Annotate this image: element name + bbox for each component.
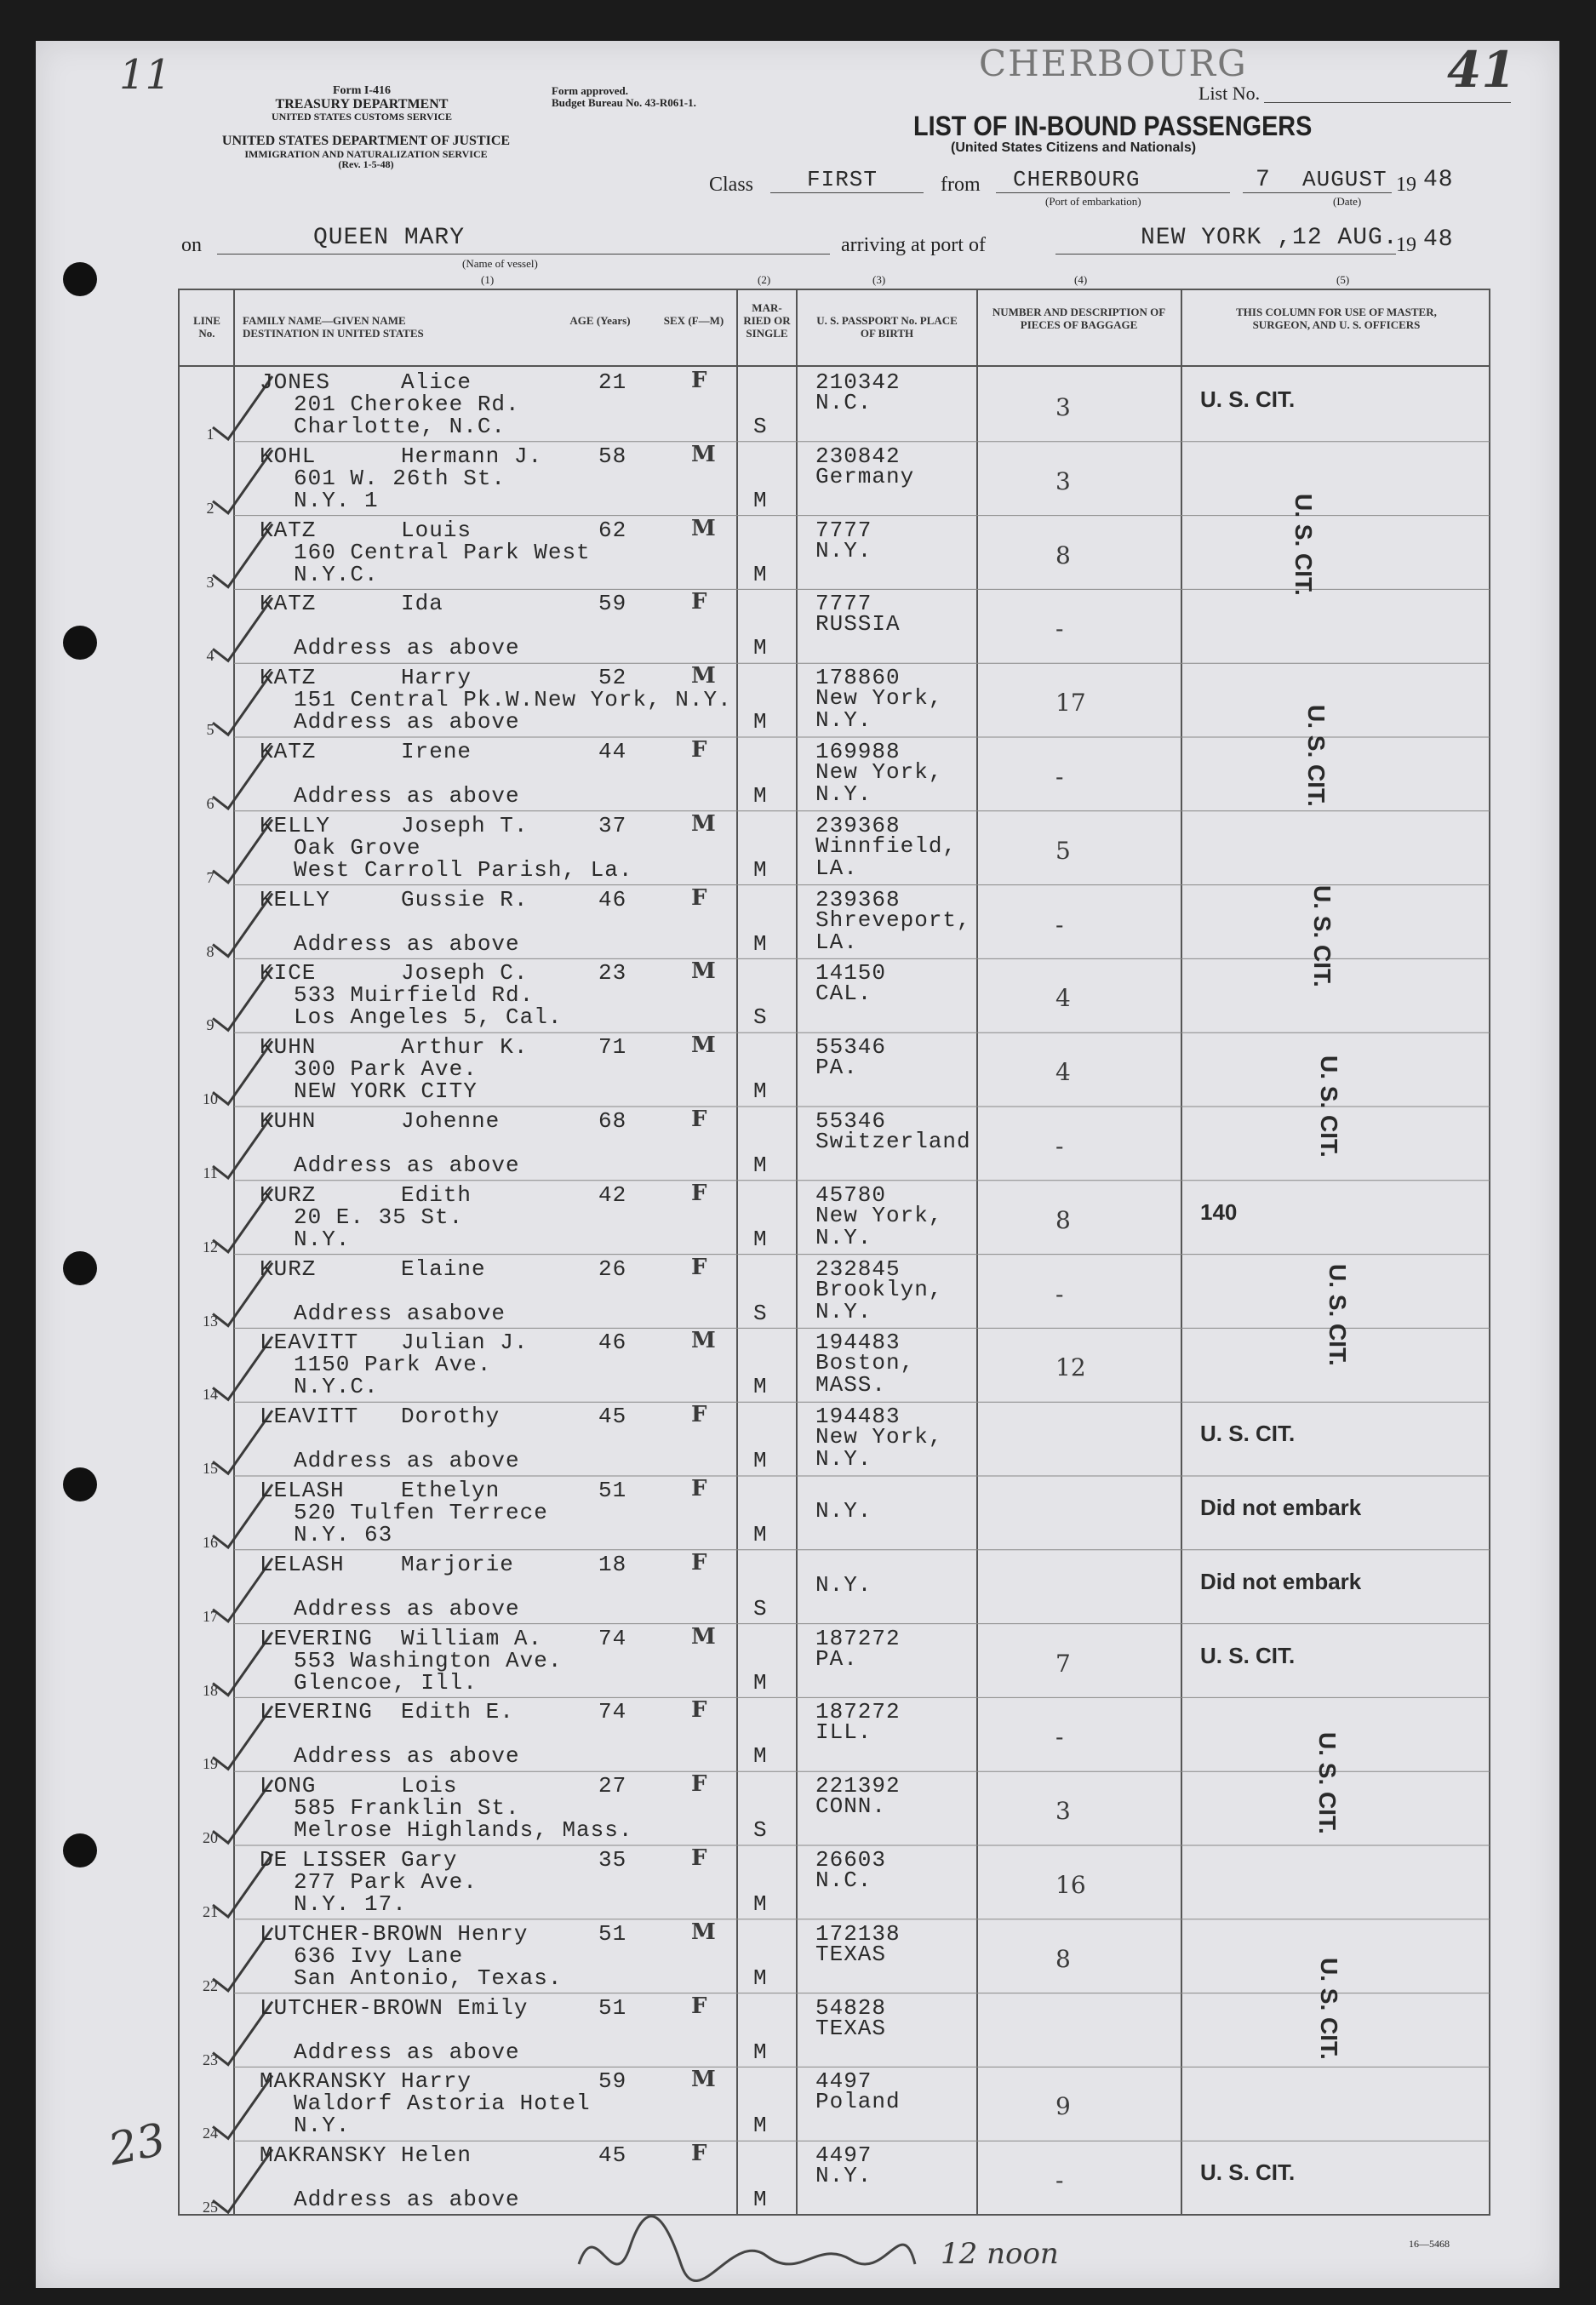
passenger-sex: F: [691, 1254, 707, 1280]
passenger-address-1: Waldorf Astoria Hotel: [294, 2091, 591, 2117]
port-of-embarkation-label: (Port of embarkation): [1045, 195, 1141, 208]
baggage-count: 12: [1055, 1353, 1086, 1382]
place-of-birth: N.Y.: [815, 2163, 872, 2189]
list-no-label: List No.: [1198, 83, 1261, 104]
citizen-stamp: U. S. CIT.: [1309, 885, 1336, 987]
main-title: LIST OF IN-BOUND PASSENGERS: [913, 111, 1313, 141]
col-header-married: MAR-RIED OR SINGLE: [743, 301, 791, 340]
baggage-count: -: [1055, 763, 1064, 791]
marital-status: M: [753, 1448, 768, 1474]
passenger-address-2: Address as above: [294, 2187, 520, 2213]
passport-number: 7777: [815, 591, 872, 617]
passenger-age: 46: [598, 1330, 627, 1356]
line-number: 1: [206, 426, 215, 443]
passport-number: 172138: [815, 1920, 901, 1947]
citizen-stamp: U. S. CIT.: [1316, 1958, 1342, 2060]
passenger-sex: F: [691, 1476, 707, 1501]
baggage-count: 3: [1055, 1797, 1071, 1826]
corner-number-right: 41: [1447, 41, 1516, 99]
passenger-age: 74: [598, 1699, 627, 1725]
place-of-birth: N.C.: [815, 1867, 872, 1893]
form-approved: Form approved.: [552, 84, 629, 97]
arriving-label: arriving at port of: [841, 234, 986, 256]
passenger-name: LONG Lois: [260, 1773, 458, 1799]
rev-label: (Rev. 1-5-48): [338, 158, 394, 171]
passport-number: 239368: [815, 812, 901, 838]
passenger-age: 59: [598, 2068, 627, 2095]
marital-status: M: [753, 1374, 768, 1400]
passenger-address-2: NEW YORK CITY: [294, 1078, 478, 1105]
passenger-address-2: Glencoe, Ill.: [294, 1669, 478, 1696]
col-label-5: (5): [1336, 273, 1350, 286]
marital-status: M: [753, 487, 768, 513]
baggage-count: -: [1055, 2166, 1064, 2195]
marital-status: S: [753, 414, 768, 439]
passenger-name: LEVERING Edith E.: [260, 1699, 514, 1725]
passenger-name: LEAVITT Julian J.: [260, 1330, 529, 1356]
passenger-name: KATZ Louis: [260, 517, 472, 543]
passenger-name: KATZ Harry: [260, 665, 472, 691]
passenger-age: 46: [598, 886, 627, 912]
passenger-address-1: Oak Grove: [294, 834, 421, 861]
line-number: 10: [203, 1090, 218, 1108]
officer-note: U. S. CIT.: [1200, 386, 1296, 412]
citizen-stamp: U. S. CIT.: [1303, 705, 1330, 807]
line-number: 7: [206, 868, 215, 886]
col-header-baggage: NUMBER AND DESCRIPTION OF PIECES OF BAGGAGE: [992, 306, 1166, 331]
passenger-address-2: N.Y. 63: [294, 1522, 393, 1547]
from-value: CHERBOURG: [1013, 167, 1141, 192]
line-number: 12: [203, 1238, 218, 1255]
line-number: 22: [203, 1976, 218, 1994]
place-of-birth: ILL.: [815, 1719, 872, 1746]
line-number: 13: [203, 1312, 218, 1330]
passenger-name: KATZ Ida: [260, 591, 443, 617]
marital-status: M: [753, 930, 768, 957]
passenger-age: 68: [598, 1108, 627, 1134]
marital-status: M: [753, 856, 768, 883]
form-number: Form I-416: [332, 84, 392, 97]
col-header-age: AGE (Years): [569, 314, 631, 327]
passenger-address-2: Address as above: [294, 1152, 520, 1178]
line-number: 14: [203, 1386, 218, 1404]
passenger-name: KURZ Elaine: [260, 1255, 486, 1282]
signature-time-note: 12 noon: [941, 2237, 1059, 2271]
passenger-name: KUHN Arthur K.: [260, 1034, 529, 1061]
officer-note: U. S. CIT.: [1200, 1421, 1296, 1447]
passenger-age: 18: [598, 1551, 627, 1577]
passenger-address-2: N.Y.: [294, 1226, 351, 1252]
port-handwritten: CHERBOURG: [979, 43, 1248, 84]
baggage-count: 8: [1055, 1205, 1071, 1234]
passenger-address-2: West Carroll Parish, La.: [294, 856, 633, 883]
baggage-count: 16: [1055, 1871, 1086, 1899]
passenger-sex: F: [691, 737, 707, 763]
passport-number: 169988: [815, 739, 901, 764]
passenger-name: LEAVITT Dorothy: [260, 1404, 501, 1430]
passport-number: 26603: [815, 1847, 887, 1873]
passenger-address-2: Address as above: [294, 930, 520, 957]
passenger-address-1: 300 Park Ave.: [294, 1056, 478, 1083]
place-of-birth: Shreveport, LA.: [815, 907, 971, 955]
passport-number: 4497: [815, 2142, 872, 2169]
place-of-birth: Poland: [815, 2089, 901, 2115]
place-of-birth: TEXAS: [815, 1941, 887, 1967]
line-number: 21: [203, 1903, 218, 1920]
line-number: 24: [203, 2125, 218, 2142]
marital-status: M: [753, 561, 768, 587]
baggage-count: 7: [1055, 1649, 1071, 1678]
passport-number: 194483: [815, 1404, 901, 1430]
baggage-count: -: [1055, 910, 1064, 939]
passenger-age: 21: [598, 369, 627, 395]
passport-number: 221392: [815, 1773, 901, 1799]
baggage-count: 8: [1055, 541, 1071, 569]
place-of-birth: CONN.: [815, 1793, 887, 1820]
baggage-count: 9: [1055, 2092, 1071, 2121]
col-header-family-name-text: FAMILY NAME—GIVEN NAME: [243, 314, 406, 327]
passenger-address-1: 160 Central Park West: [294, 539, 591, 565]
col-header-officers: THIS COLUMN FOR USE OF MASTER, SURGEON, AND U. S. OFFICERS: [1236, 306, 1437, 331]
line-number: 15: [203, 1460, 218, 1478]
treasury-label: TREASURY DEPARTMENT: [275, 96, 449, 112]
place-of-birth: Germany: [815, 463, 915, 489]
passenger-age: 51: [598, 1994, 627, 2021]
passport-number: 230842: [815, 443, 901, 469]
place-of-birth: N.Y.: [815, 1498, 872, 1524]
passenger-address-1: 553 Washington Ave.: [294, 1647, 563, 1673]
citizen-stamp: U. S. CIT.: [1314, 1732, 1341, 1834]
passenger-sex: M: [691, 2067, 716, 2093]
marital-status: M: [753, 2187, 768, 2213]
line-number: 4: [206, 647, 215, 665]
line-number: 23: [203, 2050, 218, 2068]
passenger-name: LUTCHER-BROWN Henry: [260, 1920, 529, 1947]
passport-number: 239368: [815, 886, 901, 912]
passenger-address-2: N.Y.: [294, 2113, 351, 2139]
marital-status: M: [753, 2039, 768, 2065]
baggage-count: 3: [1055, 466, 1071, 495]
officer-note: 140: [1200, 1198, 1238, 1225]
baggage-count: 8: [1055, 1944, 1071, 1973]
on-label: on: [181, 234, 202, 256]
corner-number-left: 11: [119, 51, 172, 99]
place-of-birth: New York, N.Y.: [815, 759, 943, 807]
vessel-name: QUEEN MARY: [313, 225, 466, 251]
baggage-count: 4: [1055, 1058, 1071, 1087]
marital-status: M: [753, 1152, 768, 1178]
col-header-destination: DESTINATION IN UNITED STATES: [243, 326, 424, 340]
passenger-age: 45: [598, 2142, 627, 2169]
margin-number: 23: [104, 2113, 170, 2176]
passport-number: 54828: [815, 1994, 887, 2021]
passport-number: 7777: [815, 517, 872, 543]
passenger-address-1: 20 E. 35 St.: [294, 1204, 464, 1230]
date-month: AUGUST: [1302, 167, 1387, 192]
line-number: 5: [206, 721, 215, 739]
passenger-sex: F: [691, 884, 707, 911]
passenger-address-2: N.Y.C.: [294, 561, 379, 587]
marital-status: M: [753, 1743, 768, 1770]
passenger-sex: F: [691, 1845, 707, 1871]
date-day: 7: [1256, 167, 1271, 193]
citizen-stamp: U. S. CIT.: [1290, 494, 1317, 596]
passenger-sex: F: [691, 1771, 707, 1798]
passenger-sex: F: [691, 2141, 707, 2167]
passport-number: 55346: [815, 1034, 887, 1061]
baggage-count: 17: [1055, 689, 1086, 718]
passenger-sex: M: [691, 1623, 716, 1650]
passenger-address-2: N.Y.C.: [294, 1374, 379, 1400]
class-label: Class: [709, 174, 754, 196]
vessel-label: (Name of vessel): [462, 257, 538, 270]
baggage-count: 4: [1055, 984, 1071, 1013]
place-of-birth: Switzerland: [815, 1129, 971, 1154]
place-of-birth: PA.: [815, 1645, 858, 1672]
place-of-birth: New York, N.Y.: [815, 1202, 943, 1250]
col-header-line-no: LINE No.: [193, 314, 220, 340]
marital-status: S: [753, 1595, 768, 1622]
passenger-address-2: Address as above: [294, 2039, 520, 2065]
passenger-age: 45: [598, 1404, 627, 1430]
passenger-age: 37: [598, 812, 627, 838]
passenger-sex: M: [691, 515, 716, 541]
citizen-stamp: U. S. CIT.: [1316, 1055, 1342, 1158]
passenger-sex: F: [691, 1180, 707, 1206]
col-header-passport: U. S. PASSPORT No. PLACE OF BIRTH: [816, 314, 958, 340]
passport-number: 178860: [815, 665, 901, 691]
col-label-3: (3): [872, 273, 886, 286]
baggage-count: -: [1055, 1132, 1064, 1160]
passenger-address-2: Address as above: [294, 1595, 520, 1622]
passenger-age: 51: [598, 1478, 627, 1503]
immigration-label: IMMIGRATION AND NATURALIZATION SERVICE: [244, 147, 488, 160]
line-number: 17: [203, 1607, 218, 1625]
passenger-sex: M: [691, 663, 716, 689]
passenger-sex: F: [691, 1549, 707, 1576]
passenger-sex: M: [691, 958, 716, 985]
marital-status: M: [753, 783, 768, 809]
passenger-address-2: San Antonio, Texas.: [294, 1965, 563, 1991]
passenger-sex: F: [691, 1107, 707, 1132]
place-of-birth: PA.: [815, 1055, 858, 1081]
line-number: 25: [203, 2199, 218, 2216]
marital-status: M: [753, 1965, 768, 1991]
passenger-address-2: N.Y. 17.: [294, 1891, 407, 1917]
marital-status: M: [753, 1891, 768, 1917]
passport-number: 45780: [815, 1181, 887, 1208]
passenger-address-1: 277 Park Ave.: [294, 1869, 478, 1895]
passenger-sex: F: [691, 1993, 707, 2019]
date-year-prefix: 19: [1396, 174, 1416, 196]
marital-status: M: [753, 1669, 768, 1696]
line-number: 8: [206, 942, 215, 960]
place-of-birth: RUSSIA: [815, 611, 901, 638]
subtitle: (United States Citizens and Nationals): [951, 140, 1197, 155]
passenger-name: KATZ Irene: [260, 739, 472, 764]
passenger-address-1: 636 Ivy Lane: [294, 1942, 464, 1969]
passenger-sex: F: [691, 589, 707, 615]
passport-number: 232845: [815, 1255, 901, 1282]
passenger-age: 59: [598, 591, 627, 617]
place-of-birth: N.C.: [815, 390, 872, 415]
line-number: 20: [203, 1829, 218, 1847]
col-label-2: (2): [758, 273, 771, 286]
passport-number: 194483: [815, 1330, 901, 1356]
passenger-name: KELLY Joseph T.: [260, 812, 529, 838]
marital-status: S: [753, 1300, 768, 1326]
passenger-age: 23: [598, 960, 627, 987]
arrival-port: NEW YORK ,12 AUG.: [1141, 225, 1399, 251]
officer-note: U. S. CIT.: [1200, 2159, 1296, 2186]
passenger-address-2: Los Angeles 5, Cal.: [294, 1004, 563, 1031]
passenger-name: LUTCHER-BROWN Emily: [260, 1994, 529, 2021]
officer-note: Did not embark: [1200, 1495, 1362, 1520]
arrival-year: 48: [1423, 226, 1454, 253]
passenger-address-2: Address as above: [294, 783, 520, 809]
passenger-age: 42: [598, 1181, 627, 1208]
baggage-count: 3: [1055, 393, 1071, 421]
line-number: 6: [206, 795, 215, 812]
place-of-birth: New York, N.Y.: [815, 1424, 943, 1473]
marital-status: M: [753, 1522, 768, 1547]
from-label: from: [941, 174, 981, 196]
passenger-name: KICE Joseph C.: [260, 960, 529, 987]
passenger-address-1: 533 Muirfield Rd.: [294, 982, 535, 1009]
passenger-sex: F: [691, 1697, 707, 1724]
passenger-age: 71: [598, 1034, 627, 1061]
officer-note: Did not embark: [1200, 1568, 1362, 1594]
place-of-birth: New York, N.Y.: [815, 685, 943, 734]
passenger-age: 58: [598, 443, 627, 469]
passenger-name: KURZ Edith: [260, 1181, 472, 1208]
arrival-year-prefix: 19: [1396, 234, 1416, 256]
passenger-age: 27: [598, 1773, 627, 1799]
baggage-count: -: [1055, 615, 1064, 643]
passenger-name: MAKRANSKY Helen: [260, 2142, 472, 2169]
marital-status: M: [753, 2113, 768, 2139]
passenger-address-1: 201 Cherokee Rd.: [294, 392, 520, 417]
passenger-address-2: Melrose Highlands, Mass.: [294, 1817, 633, 1844]
passenger-age: 52: [598, 665, 627, 691]
place-of-birth: CAL.: [815, 981, 872, 1007]
place-of-birth: Boston, MASS.: [815, 1350, 915, 1398]
marital-status: S: [753, 1004, 768, 1031]
passenger-name: DE LISSER Gary: [260, 1847, 458, 1873]
passenger-address-1: 1150 Park Ave.: [294, 1352, 492, 1378]
baggage-count: 5: [1055, 836, 1071, 865]
justice-label: UNITED STATES DEPARTMENT OF JUSTICE: [221, 134, 511, 148]
passenger-address-2: N.Y. 1: [294, 487, 379, 513]
passport-number: 55346: [815, 1108, 887, 1134]
passenger-sex: M: [691, 441, 716, 467]
passenger-address-2: Address as above: [294, 635, 520, 661]
passenger-sex: F: [691, 1402, 707, 1428]
class-value: FIRST: [807, 167, 878, 192]
line-number: 9: [206, 1016, 215, 1034]
passenger-address-2: Address as above: [294, 1743, 520, 1770]
passenger-name: KOHL Hermann J.: [260, 443, 543, 469]
passport-number: 14150: [815, 960, 887, 987]
baggage-count: -: [1055, 1279, 1064, 1308]
passenger-sex: F: [691, 368, 707, 393]
line-number: 16: [203, 1534, 218, 1551]
passenger-age: 74: [598, 1625, 627, 1651]
marital-status: M: [753, 1226, 768, 1252]
date-year: 48: [1423, 167, 1454, 193]
passport-number: 187272: [815, 1625, 901, 1651]
passenger-name: KUHN Johenne: [260, 1108, 501, 1134]
budget-bureau: Budget Bureau No. 43-R061-1.: [552, 95, 696, 109]
passenger-address-1: 585 Franklin St.: [294, 1795, 520, 1822]
place-of-birth: N.Y.: [815, 1571, 872, 1598]
col-header-sex: SEX (F—M): [663, 314, 724, 327]
passport-number: 187272: [815, 1699, 901, 1725]
passenger-name: LELASH Ethelyn: [260, 1478, 501, 1503]
marital-status: M: [753, 1078, 768, 1105]
passenger-age: 51: [598, 1920, 627, 1947]
line-number: 3: [206, 573, 215, 591]
customs-label: UNITED STATES CUSTOMS SERVICE: [272, 111, 452, 123]
passenger-address-1: 601 W. 26th St.: [294, 465, 506, 491]
passport-number: 210342: [815, 369, 901, 395]
citizen-stamp: U. S. CIT.: [1324, 1264, 1351, 1366]
passenger-sex: M: [691, 1032, 716, 1059]
passenger-age: 62: [598, 517, 627, 543]
place-of-birth: N.Y.: [815, 537, 872, 563]
date-label: (Date): [1333, 195, 1362, 208]
form-code: 16—5468: [1409, 2238, 1450, 2250]
col-label-4: (4): [1074, 273, 1088, 286]
passenger-name: KELLY Gussie R.: [260, 886, 529, 912]
line-number: 11: [203, 1164, 218, 1181]
passport-number: 4497: [815, 2068, 872, 2095]
place-of-birth: TEXAS: [815, 2015, 887, 2041]
passenger-age: 35: [598, 1847, 627, 1873]
passenger-sex: M: [691, 810, 716, 837]
line-number: 18: [203, 1681, 218, 1699]
officer-note: U. S. CIT.: [1200, 1642, 1296, 1668]
passenger-age: 26: [598, 1255, 627, 1282]
passenger-address-1: 151 Central Pk.W.New York, N.Y.: [294, 687, 732, 713]
line-number: 19: [203, 1755, 218, 1773]
passenger-sex: M: [691, 1919, 716, 1945]
marital-status: M: [753, 709, 768, 735]
passenger-name: LELASH Marjorie: [260, 1551, 514, 1577]
line-number: 2: [206, 499, 215, 517]
passenger-address-2: Address as above: [294, 1448, 520, 1474]
passenger-address-2: Address as above: [294, 709, 520, 735]
passenger-address-2: Charlotte, N.C.: [294, 414, 506, 439]
passenger-name: MAKRANSKY Harry: [260, 2068, 472, 2095]
passenger-name: LEVERING William A.: [260, 1625, 543, 1651]
place-of-birth: Winnfield, LA.: [815, 832, 958, 881]
passenger-name: JONES Alice: [260, 369, 472, 395]
place-of-birth: Brooklyn, N.Y.: [815, 1276, 943, 1324]
passenger-age: 44: [598, 739, 627, 764]
baggage-count: -: [1055, 1723, 1064, 1752]
passenger-address-1: 520 Tulfen Terrece: [294, 1500, 548, 1525]
marital-status: S: [753, 1817, 768, 1844]
marital-status: M: [753, 635, 768, 661]
passenger-sex: M: [691, 1328, 716, 1354]
col-label-1: (1): [481, 273, 495, 286]
passenger-address-2: Address asabove: [294, 1300, 506, 1326]
